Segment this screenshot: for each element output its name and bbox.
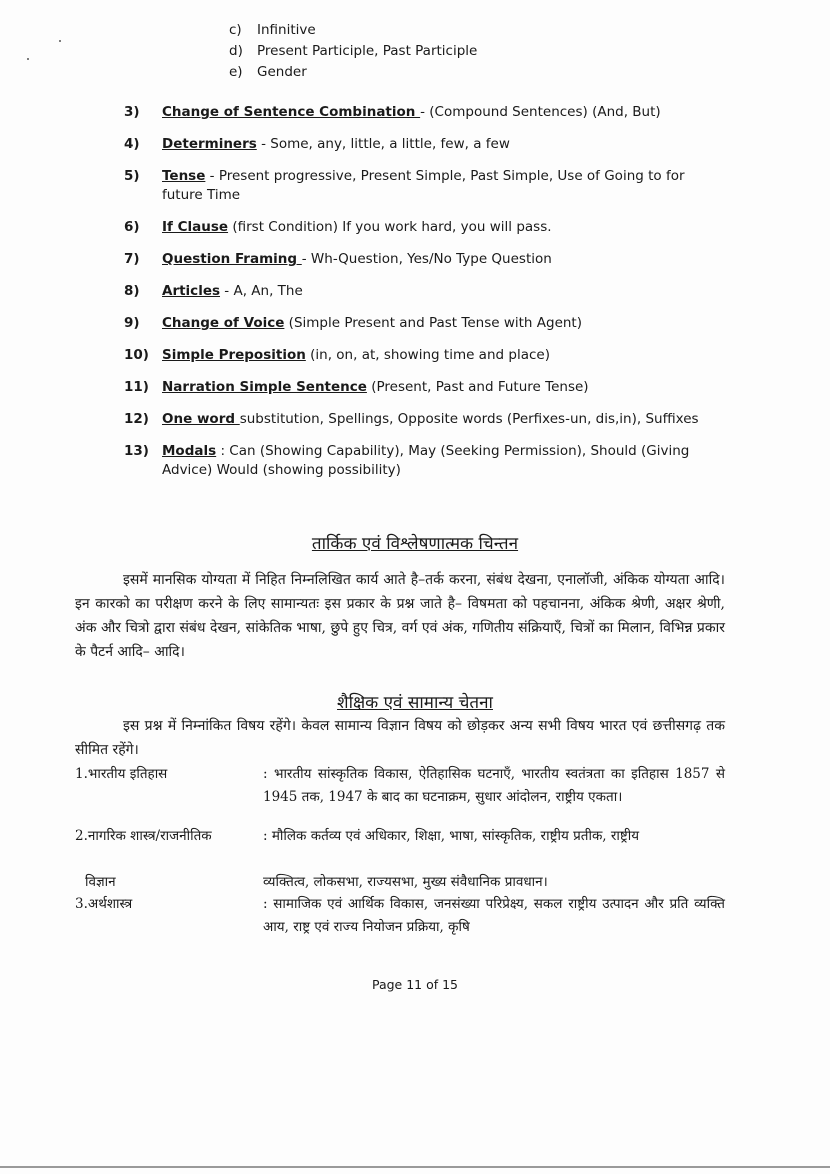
topic-number: 4): [124, 136, 140, 152]
page-number: Page 11 of 15: [371, 977, 459, 992]
topic-heading: Narration Simple Sentence: [162, 379, 367, 395]
item-text: Infinitive: [257, 22, 316, 38]
subject-row: [75, 893, 725, 939]
item-text: Present Participle, Past Participle: [257, 43, 478, 59]
subject-row: [75, 871, 725, 894]
subject-description: : सामाजिक एवं आर्थिक विकास, जनसंख्या परिप्रेक्ष्य, सकल राष्ट्रीय उत्पादन और प्रति व्यक्ति आय, राष्ट्र एवं राज्य नियोजन प्रक्रिया, कृषि: [263, 896, 725, 935]
topic-number: 8): [124, 283, 140, 299]
topic-item: [124, 103, 724, 122]
item-marker: e): [229, 64, 243, 80]
topic-heading: Determiners: [162, 136, 257, 152]
topic-detail: (Simple Present and Past Tense with Agent): [284, 315, 582, 331]
topic-number: 6): [124, 219, 140, 235]
subject-description: : भारतीय सांस्कृतिक विकास, ऐतिहासिक घटनाएँ, भारतीय स्वतंत्रता का इतिहास 1857 से 1945 तक, 1947 के बाद का घटनाक्रम, सुधार आंदोलन, राष्ट्रीय एकता।: [263, 766, 725, 805]
topic-number: 7): [124, 251, 140, 267]
sub-item-list: [229, 20, 477, 83]
topic-item: [124, 135, 724, 154]
topic-list: [124, 103, 724, 493]
topic-heading: If Clause: [162, 219, 229, 235]
list-item: [229, 41, 477, 62]
subject-label: विज्ञान: [85, 874, 116, 890]
subject-row: [75, 825, 725, 871]
topic-item: [124, 250, 724, 269]
topic-heading: Modals: [162, 443, 217, 459]
topic-number: 12): [124, 411, 149, 427]
topic-detail: substitution, Spellings, Opposite words (Perfixes-un, dis,in), Suffixes: [239, 411, 699, 427]
topic-detail: - Some, any, little, a little, few, a few: [256, 136, 510, 152]
section-title-general-awareness: शैक्षिक एवं सामान्य चेतना: [337, 693, 493, 713]
topic-heading: Change of Sentence Combination: [162, 104, 421, 120]
topic-heading: Simple Preposition: [162, 347, 306, 363]
topic-heading: Question Framing: [162, 251, 302, 267]
topic-detail: (Present, Past and Future Tense): [366, 379, 589, 395]
topic-heading: Tense: [162, 168, 206, 184]
topic-item: [124, 314, 724, 333]
subject-description: व्यक्तित्व, लोकसभा, राज्यसभा, मुख्य संवैधानिक प्रावधान।: [263, 874, 548, 890]
topic-item: [124, 442, 724, 480]
item-text: Gender: [257, 64, 307, 80]
topic-heading: Change of Voice: [162, 315, 285, 331]
topic-number: 11): [124, 379, 149, 395]
subject-row: [75, 763, 725, 833]
scan-speck: [27, 58, 29, 60]
subject-label: 3.अर्थशास्त्र: [75, 896, 133, 912]
topic-detail: - A, An, The: [220, 283, 303, 299]
topic-number: 3): [124, 104, 140, 120]
topic-detail: - Wh-Question, Yes/No Type Question: [301, 251, 552, 267]
topic-number: 5): [124, 168, 140, 184]
section-title-logical-reasoning: तार्किक एवं विश्लेषणात्मक चिन्तन: [311, 534, 519, 554]
topic-item: [124, 167, 724, 205]
topic-heading: Articles: [162, 283, 221, 299]
item-marker: c): [229, 22, 242, 38]
topic-detail: - (Compound Sentences) (And, But): [420, 104, 661, 120]
scan-edge-line: [0, 1166, 830, 1168]
list-item: [229, 20, 477, 41]
topic-number: 10): [124, 347, 149, 363]
subject-description: : मौलिक कर्तव्य एवं अधिकार, शिक्षा, भाषा, सांस्कृतिक, राष्ट्रीय प्रतीक, राष्ट्रीय: [263, 828, 640, 844]
topic-item: [124, 378, 724, 397]
topic-heading: One word: [162, 411, 240, 427]
subject-label: 2.नागरिक शास्त्र/राजनीतिक: [75, 828, 212, 844]
subject-label: 1.भारतीय इतिहास: [75, 766, 168, 782]
logical-reasoning-paragraph: इसमें मानसिक योग्यता में निहित निम्नलिखित कार्य आते है–तर्क करना, संबंध देखना, एनालॉजी, अंकिक योग्यता आदि। इन कारको का परीक्षण करने के लिए सामान्यतः इस प्रकार के प्रश्न जाते है– विषमता को पहचानना, अंकिक श्रेणी, अक्षर श्रेणी, अंक और चित्रो द्वारा संबंध देखन, सांकेतिक भाषा, छुपे हुए चित्र, वर्ग एवं अंक, गणितीय संक्रियाएँ, चित्रों का मिलान, विभिन्न प्रकार के पैटर्न आदि– आदि।: [75, 572, 725, 660]
general-awareness-paragraph: इस प्रश्न में निम्नांकित विषय रहेंगे। केवल सामान्य विज्ञान विषय को छोड़कर अन्य सभी विषय भारत एवं छत्तीसगढ़ तक सीमित रहेंगे।: [75, 718, 725, 758]
topic-number: 9): [124, 315, 140, 331]
topic-number: 13): [124, 443, 149, 459]
topic-detail: (in, on, at, showing time and place): [305, 347, 550, 363]
topic-detail: : Can (Showing Capability), May (Seeking Permission), Should (Giving Advice) Would (showing possibility): [162, 443, 690, 478]
topic-item: [124, 282, 724, 301]
topic-detail: - Present progressive, Present Simple, Past Simple, Use of Going to for future Time: [162, 168, 685, 203]
item-marker: d): [229, 43, 243, 59]
topic-item: [124, 410, 724, 429]
scan-speck: [59, 40, 61, 42]
topic-detail: (first Condition) If you work hard, you will pass.: [228, 219, 552, 235]
topic-item: [124, 346, 724, 365]
topic-item: [124, 218, 724, 237]
list-item: [229, 62, 477, 83]
